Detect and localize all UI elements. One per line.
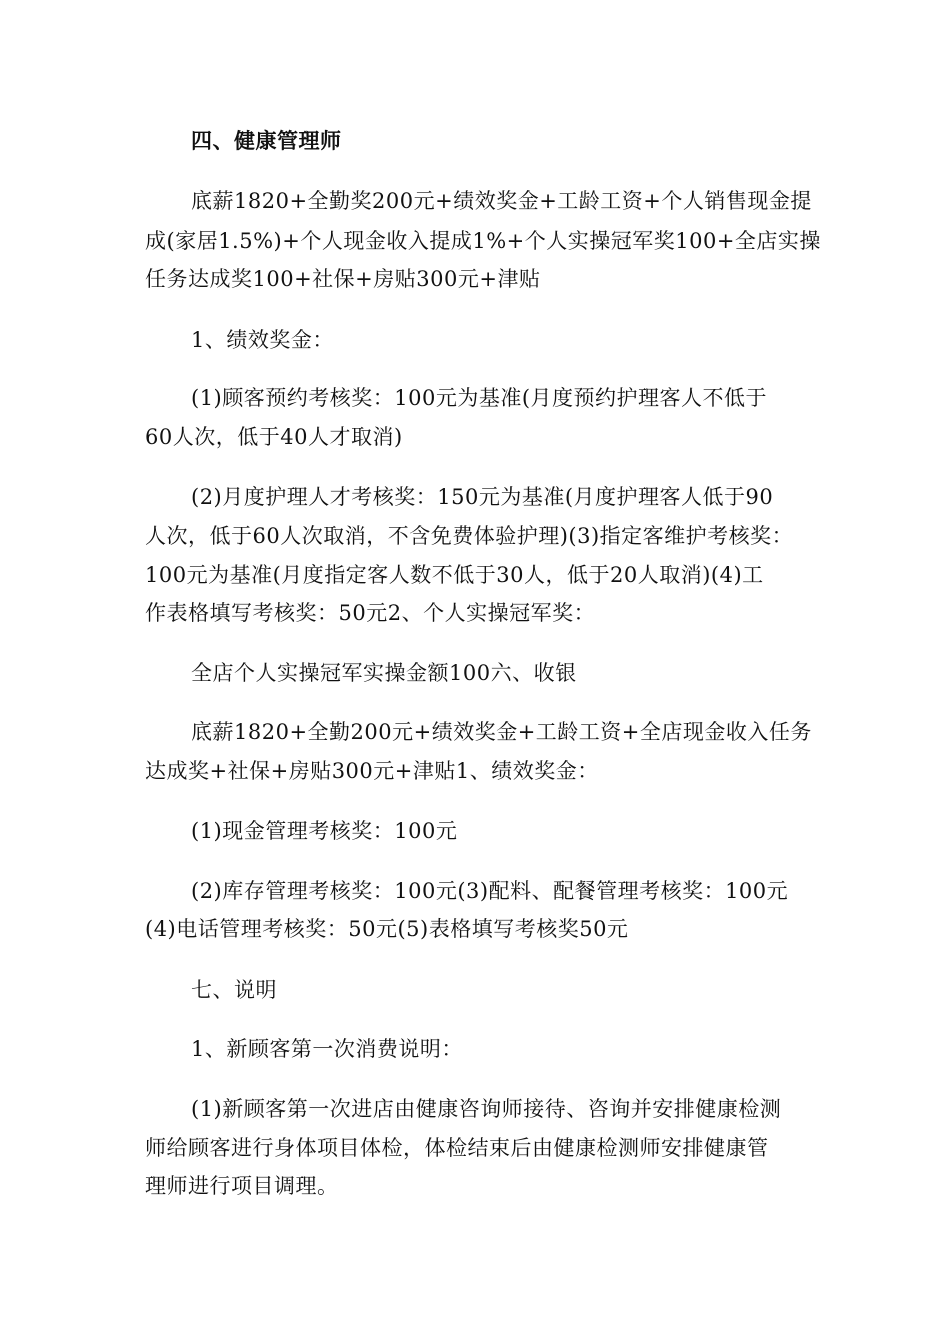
paragraph-line: 1、新顾客第一次消费说明：: [191, 1037, 463, 1061]
paragraph-line: 师给顾客进行身体项目体检，体检结束后由健康检测师安排健康管: [145, 1136, 769, 1160]
paragraph-line: (4)电话管理考核奖：50元(5)表格填写考核奖50元: [145, 917, 629, 941]
paragraph-line: 100元为基准(月度指定客人数不低于30人，低于20人取消)(4)工: [145, 563, 764, 587]
paragraph-line: 底薪1820+全勤200元+绩效奖金+工龄工资+全店现金收入任务: [191, 720, 812, 744]
paragraph-line: 达成奖+社保+房贴300元+津贴1、绩效奖金：: [145, 759, 599, 783]
paragraph-line: 作表格填写考核奖：50元2、个人实操冠军奖：: [145, 601, 596, 625]
section-heading: 四、健康管理师: [191, 128, 342, 153]
paragraph-line: 全店个人实操冠军实操金额100六、收银: [191, 661, 577, 685]
paragraph-line: 任务达成奖100+社保+房贴300元+津贴: [145, 267, 541, 291]
paragraph-line: (1)顾客预约考核奖：100元为基准(月度预约护理客人不低于: [191, 386, 768, 410]
paragraph-line: (2)库存管理考核奖：100元(3)配料、配餐管理考核奖：100元: [191, 879, 789, 903]
paragraph-line: 人次，低于60人次取消，不含免费体验护理)(3)指定客维护考核奖：: [145, 524, 794, 548]
paragraph-line: 七、说明: [191, 978, 277, 1002]
paragraph-line: 1、绩效奖金：: [191, 328, 334, 352]
paragraph-line: (1)现金管理考核奖：100元: [191, 819, 458, 843]
paragraph-line: 理师进行项目调理。: [145, 1174, 339, 1198]
paragraph-line: 底薪1820+全勤奖200元+绩效奖金+工龄工资+个人销售现金提: [191, 189, 812, 213]
paragraph-line: 60人次，低于40人才取消): [145, 425, 403, 449]
paragraph-line: (2)月度护理人才考核奖：150元为基准(月度护理客人低于90: [191, 485, 774, 509]
paragraph-line: (1)新顾客第一次进店由健康咨询师接待、咨询并安排健康检测: [191, 1097, 782, 1121]
paragraph-line: 成(家居1.5%)+个人现金收入提成1%+个人实操冠军奖100+全店实操: [145, 229, 821, 253]
